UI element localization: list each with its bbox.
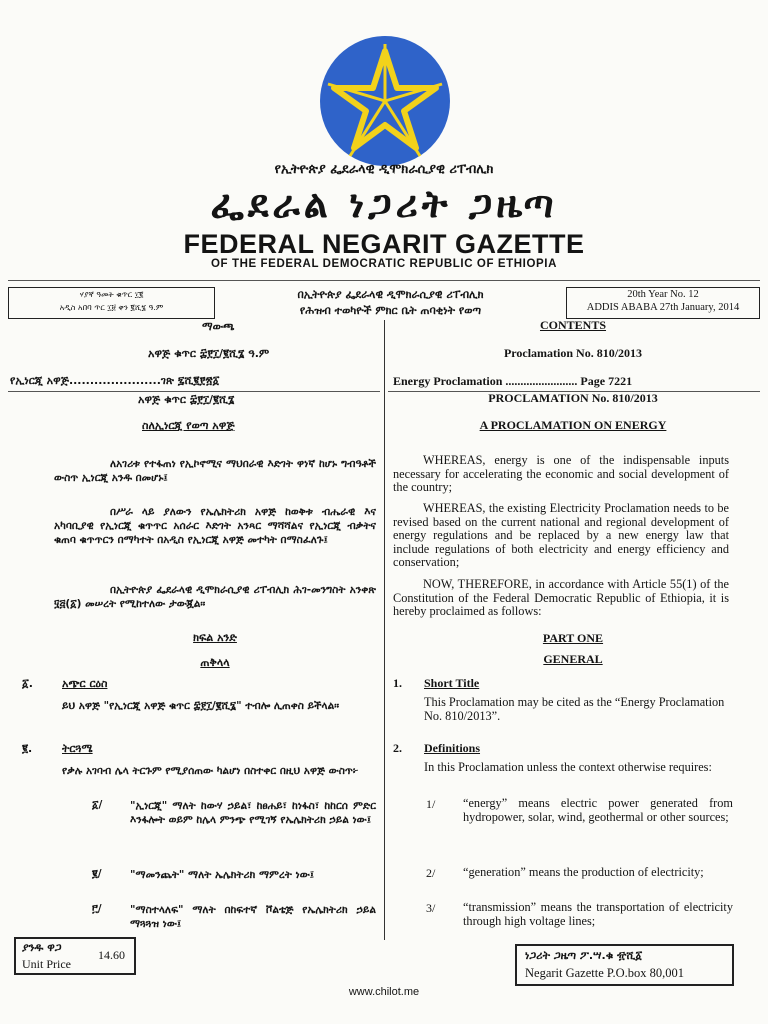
amharic-gazette-title: ፌደራል ነጋሪት ጋዜጣ [210, 182, 558, 226]
proclamation-number2-am: አዋጅ ቁጥር ፰፻፲/፪ሺ፮ [138, 393, 235, 406]
section2-title: Definitions [424, 741, 481, 755]
amharic-issue-line1: ሃያኛ ዓመት ቁጥር ፲፪ [79, 290, 144, 299]
contents-entry: Energy Proclamation ........................ Page 7221 [393, 374, 633, 388]
gazette-title: FEDERAL NEGARIT GAZETTE [183, 229, 585, 259]
section1-title: Short Title [424, 676, 480, 690]
definition3-number: 3/ [426, 901, 436, 915]
preamble-para2: WHEREAS, the existing Electricity Proclamation needs to be revised based on the current national and regional development of energy regulations and be replaced by a new energy law that include regulations of both electricity and energy efficiency and conservation; [393, 501, 729, 569]
issuing-authority [218, 287, 563, 319]
definition2-text: “generation” means the production of electricity; [463, 865, 704, 879]
issue-date: ADDIS ABABA 27th January, 2014 [586, 302, 740, 313]
definition3-text: “transmission” means the transportation of electricity through high voltage lines; [463, 900, 733, 928]
unit-price-value: 14.60 [98, 948, 125, 962]
info-divider [8, 280, 760, 281]
definition1-text: “energy” means electric power generated from hydropower, solar, wind, geothermal or other sources; [463, 796, 733, 824]
amharic-issue-line2: አዲስ አበባ ጥር ፲፱ ቀን ፪ሺ፮ ዓ.ም [59, 303, 164, 312]
part-one-heading: PART ONE [542, 631, 604, 645]
proclamation-title: A PROCLAMATION ON ENERGY [479, 418, 667, 432]
amharic-issue-box [8, 287, 215, 319]
proclamation-title-am: ስለኢነርጂ የወጣ አዋጅ [142, 419, 235, 432]
contents-rule-left [8, 391, 380, 392]
unit-price-label-am: ያንዱ ዋጋ [22, 941, 62, 954]
general-heading: GENERAL [543, 652, 603, 666]
proclamation-number-am: አዋጅ ቁጥር ፰፻፲/፪ሺ፮ ዓ.ም [148, 347, 270, 360]
unit-price-label: Unit Price [22, 957, 71, 971]
authority-line1: በኢትዮጵያ ፌደራላዊ ዲሞክራሲያዊ ሪፐብሊክ [297, 288, 484, 301]
column-divider [384, 320, 385, 940]
po-box [515, 944, 734, 986]
definition1-number: 1/ [426, 797, 436, 811]
authority-line2: የሕዝብ ተወካዮች ምክር ቤት ጠባቂነት የወጣ [299, 304, 482, 317]
definition2-number: 2/ [426, 866, 436, 880]
definition3-text-am: "ማስተላለፍ" ማለት በከፍተኛ ቮልቴጅ የኤሌክትሪክ ኃይል ማጓጓዝ ነው፤ [130, 904, 376, 930]
definition2-number-am: ፪/ [92, 868, 102, 880]
amharic-republic-name: የኢትዮጵያ ፌደራላዊ ዲሞክራሲያዊ ሪፐብሊክ [274, 162, 494, 177]
section1-number: 1. [393, 676, 402, 690]
section1-text-am: ይህ አዋጅ "የኢነርጂ አዋጅ ቁጥር ፰፻፲/፪ሺ፮" ተብሎ ሊጠቀስ ይችላል። [62, 700, 340, 712]
section2-number-am: ፪. [22, 742, 33, 755]
ethiopian-emblem [318, 34, 452, 168]
section2-text-am: የቃሉ አገባብ ሌላ ትርጉም የሚያሰጠው ካልሆነ በስተቀር በዚህ አዋጅ ውስጥ፦ [62, 765, 359, 777]
section2-title-am: ትርጓሜ [62, 742, 93, 755]
general-heading-am: ጠቅላላ [200, 656, 230, 669]
section1-number-am: ፩. [22, 677, 33, 690]
definition2-text-am: "ማመንጨት" ማለት ኤሌክትሪክ ማምረት ነው፤ [130, 869, 315, 881]
proclamation-number2: PROCLAMATION No. 810/2013 [488, 391, 658, 405]
unit-price-box [14, 937, 136, 975]
preamble-para2-am: በሥራ ላይ ያለውን የኤሌክትሪክ አዋጅ ከወቅቱ ብሔራዊ እና አካባቢያዊ የኢነርጂ ቁጥጥር አሰራር እድገት አንጻር ማሻሻልና የኢነርጂ ብቃትና ቁጠባ ቁጥጥርን በማካተት በአዲስ የኢነርጂ አዋጅ መተካት በማስፈለጉ፤ [54, 506, 376, 546]
issue-year-number: 20th Year No. 12 [627, 289, 699, 300]
contents-heading-am: ማውጫ [202, 320, 235, 333]
preamble-para1-am: ለአገሪቱ የተፋጠነ የኢኮኖሚና ማህበራዊ እድገት ዋነኛ ከሆኑ ግብዓቶች ውስጥ ኢነርጂ አንዱ በመሆኑ፤ [54, 458, 376, 484]
preamble-para3: NOW, THEREFORE, in accordance with Article 55(1) of the Constitution of the Federal Democratic Republic of Ethiopia, it is hereby proclaimed as follows: [393, 577, 729, 618]
site-url: www.chilot.me [348, 986, 420, 998]
definition3-number-am: ፫/ [92, 903, 102, 915]
po-box-en: Negarit Gazette P.O.box 80,001 [525, 966, 684, 980]
section1-title-am: አጭር ርዕስ [62, 677, 108, 690]
contents-heading: CONTENTS [539, 318, 607, 332]
preamble-para1: WHEREAS, energy is one of the indispensable inputs necessary for accelerating the economic and social development of the country; [393, 453, 729, 494]
section2-text: In this Proclamation unless the context otherwise requires: [424, 760, 712, 774]
issue-box [566, 287, 760, 319]
proclamation-number: Proclamation No. 810/2013 [503, 346, 643, 360]
definition1-number-am: ፩/ [92, 799, 103, 811]
section2-number: 2. [393, 741, 402, 755]
po-box-am: ነጋሪት ጋዜጣ ፖ.ሣ.ቁ ፹ሺ፩ [525, 949, 643, 962]
definition1-text-am: "ኢነርጂ" ማለት ከውሃ ኃይል፣ ከፀሐይ፣ ከነፋስ፣ ከከርሰ ምድር እንፋሎት ወይም ከሌላ ምንጭ የሚገኝ የኤሌክትሪክ ኃይል ነው፤ [130, 800, 376, 826]
part-one-am: ክፍል አንድ [193, 631, 237, 644]
preamble-para3-am: በኢትዮጵያ ፌደራላዊ ዲሞክራሲያዊ ሪፐብሊክ ሕገ-መንግስት አንቀጽ ፶፭(፩) መሠረት የሚከተለው ታውጇል። [54, 584, 376, 610]
section1-text: This Proclamation may be cited as the “Energy Proclamation No. 810/2013”. [424, 695, 725, 723]
gazette-subtitle: OF THE FEDERAL DEMOCRATIC REPUBLIC OF ETHIOPIA [211, 258, 557, 270]
contents-entry-am: የኢነርጂ አዋጅ......................ገጽ ፯ሺ፪፻፳፩ [10, 374, 220, 387]
